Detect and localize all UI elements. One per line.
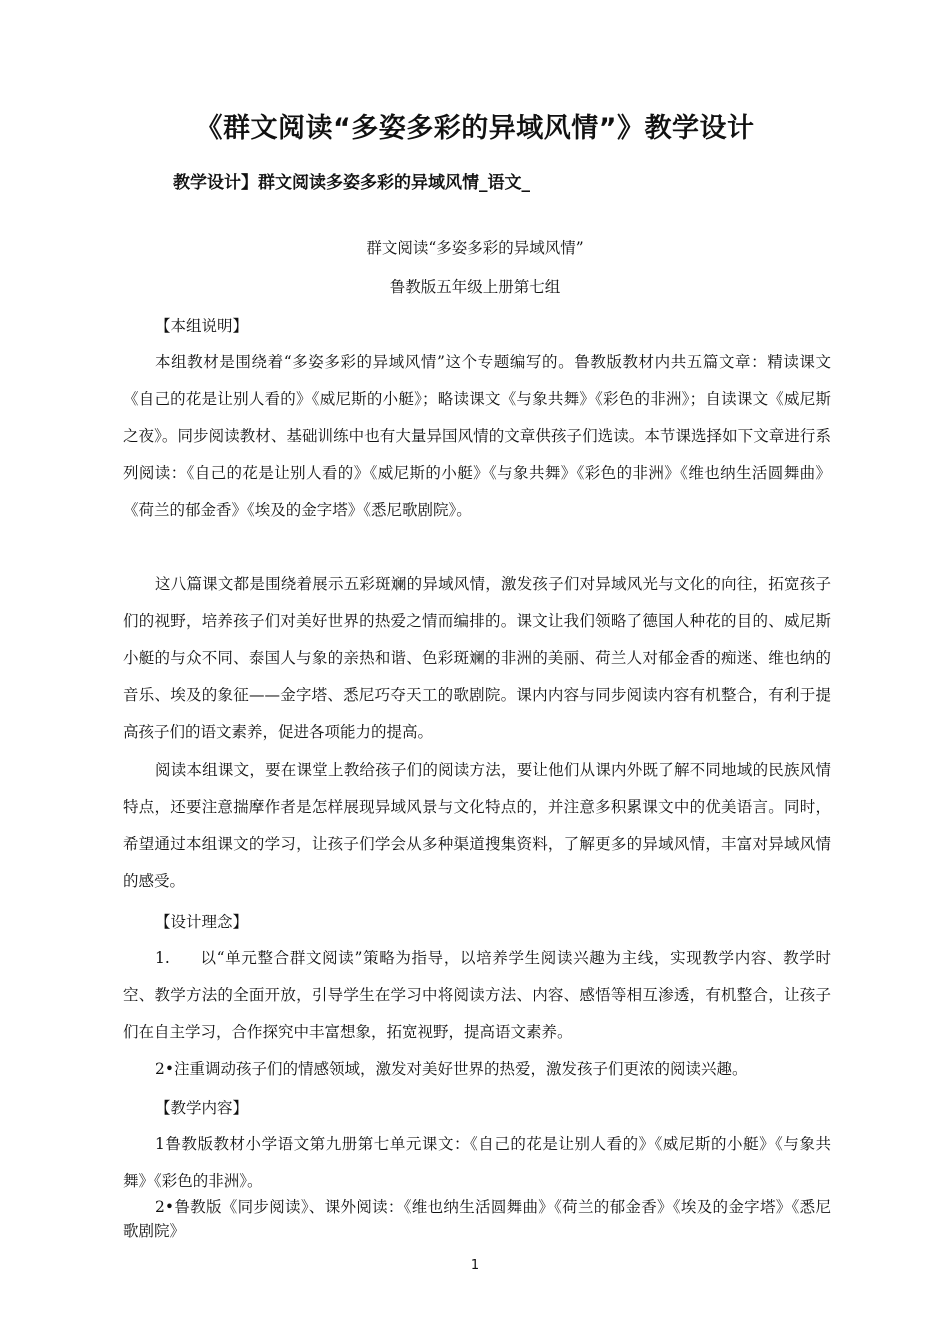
section-heading-content: 【教学内容】 bbox=[155, 1099, 249, 1117]
concept-item-1-text: 以“单元整合群文阅读”策略为指导，以培养学生阅读兴趣为主线，实现教学内容、教学时空、教学方法的全面开放，引导学生在学习中将阅读方法、内容、感悟等相互渗透，有机整合，让孩子们在自主学习，合作探究中丰富想象，拓宽视野，提高语文素养。 bbox=[123, 949, 831, 1041]
concept-item-2: 2•注重调动孩子们的情感领域，激发对美好世界的热爱，激发孩子们更浓的阅读兴趣。 bbox=[155, 1060, 748, 1078]
document-subtitle: 教学设计】群文阅读多姿多彩的异域风情_语文_ bbox=[173, 173, 530, 193]
section-heading-concept: 【设计理念】 bbox=[155, 913, 249, 931]
lesson-heading: 群文阅读“多姿多彩的异域风情” bbox=[366, 239, 584, 257]
concept-item-1 bbox=[123, 940, 831, 1051]
page-number: 1 bbox=[470, 1258, 480, 1273]
content-item-1: 1鲁教版教材小学语文第九册第七单元课文：《自己的花是让别人看的》《威尼斯的小艇》《与象共舞》《彩色的非洲》。 bbox=[123, 1135, 831, 1190]
document-title: 《群文阅读“多姿多彩的异域风情”》教学设计 bbox=[195, 113, 755, 144]
concept-item-1-number: 1. bbox=[155, 949, 170, 967]
section-heading-intro: 【本组说明】 bbox=[155, 317, 249, 335]
intro-paragraph-2: 这八篇课文都是围绕着展示五彩斑斓的异域风情，激发孩子们对异域风光与文化的向往，拓宽孩子们的视野，培养孩子们对美好世界的热爱之情而编排的。课文让我们领略了德国人种花的目的、威尼斯小艇的与众不同、泰国人与象的亲热和谐、色彩斑斓的非洲的美丽、荷兰人对郁金香的痴迷、维也纳的音乐、埃及的象征——金字塔、悉尼巧夺天工的歌剧院。课内内容与同步阅读内容有机整合，有利于提高孩子们的语文素养，促进各项能力的提高。 bbox=[123, 575, 831, 741]
lesson-grade: 鲁教版五年级上册第七组 bbox=[389, 278, 561, 296]
intro-paragraph-3: 阅读本组课文，要在课堂上教给孩子们的阅读方法，要让他们从课内外既了解不同地域的民族风情特点，还要注意揣摩作者是怎样展现异域风景与文化特点的，并注意多积累课文中的优美语言。同时，希望通过本组课文的学习，让孩子们学会从多种渠道搜集资料，了解更多的异域风情，丰富对异域风情的感受。 bbox=[123, 761, 831, 890]
content-item-2: 2•鲁教版《同步阅读》、课外阅读：《维也纳生活圆舞曲》《荷兰的郁金香》《埃及的金字塔》《悉尼歌剧院》 bbox=[123, 1198, 831, 1240]
intro-paragraph-1: 本组教材是围绕着“多姿多彩的异域风情”这个专题编写的。鲁教版教材内共五篇文章：精读课文《自己的花是让别人看的》《威尼斯的小艇》；略读课文《与象共舞》《彩色的非洲》；自读课文《威尼斯之夜》。同步阅读教材、基础训练中也有大量异国风情的文章供孩子们选读。本节课选择如下文章进行系列阅读：《自己的花是让别人看的》《威尼斯的小艇》《与象共舞》《彩色的非洲》《维也纳生活圆舞曲》《荷兰的郁金香》《埃及的金字塔》《悉尼歌剧院》。 bbox=[123, 353, 831, 519]
